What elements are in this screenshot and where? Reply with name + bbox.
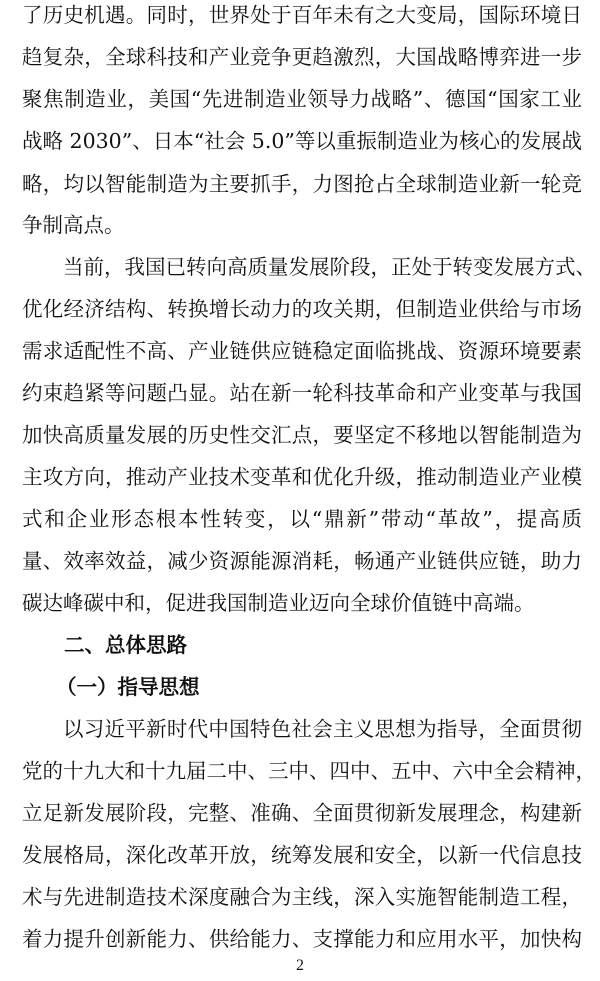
page-number: 2 bbox=[296, 957, 304, 974]
paragraph-line: 术与先进制造技术深度融合为主线，深入实施智能制造工程， bbox=[22, 885, 582, 909]
section-heading: 二、总体思路 bbox=[64, 633, 187, 657]
paragraph-line: 约束趋紧等问题凸显。站在新一轮科技革命和产业变革与我国 bbox=[22, 381, 582, 405]
paragraph-line: 主攻方向，推动产业技术变革和优化升级，推动制造业产业模 bbox=[22, 465, 582, 489]
paragraph-line: 立足新发展阶段，完整、准确、全面贯彻新发展理念，构建新 bbox=[22, 801, 582, 825]
paragraph-line: 了历史机遇。同时，世界处于百年未有之大变局，国际环境日 bbox=[22, 3, 582, 27]
paragraph-line: 量、效率效益，减少资源能源消耗，畅通产业链供应链，助力 bbox=[22, 549, 582, 573]
paragraph-line: 优化经济结构、转换增长动力的攻关期，但制造业供给与市场 bbox=[22, 297, 582, 321]
paragraph-line: 需求适配性不高、产业链供应链稳定面临挑战、资源环境要素 bbox=[22, 339, 582, 363]
paragraph-line: 党的十九大和十九届二中、三中、四中、五中、六中全会精神， bbox=[22, 759, 596, 783]
paragraph-line: 式和企业形态根本性转变，以“鼎新”带动“革故”，提高质 bbox=[22, 507, 582, 531]
paragraph-line: 碳达峰碳中和，促进我国制造业迈向全球价值链中高端。 bbox=[22, 591, 535, 615]
paragraph-line: 当前，我国已转向高质量发展阶段，正处于转变发展方式、 bbox=[63, 255, 596, 279]
paragraph-line: 争制高点。 bbox=[22, 213, 125, 237]
paragraph-line: 着力提升创新能力、供给能力、支撑能力和应用水平，加快构 bbox=[22, 927, 582, 951]
paragraph-line: 发展格局，深化改革开放，统筹发展和安全，以新一代信息技 bbox=[22, 843, 582, 867]
paragraph-line: 加快高质量发展的历史性交汇点，要坚定不移地以智能制造为 bbox=[22, 423, 582, 447]
paragraph-line: 战略 2030”、日本“社会 5.0”等以重振制造业为核心的发展战 bbox=[22, 129, 582, 153]
subsection-heading: （一）指导思想 bbox=[56, 675, 200, 699]
paragraph-line: 略，均以智能制造为主要抓手，力图抢占全球制造业新一轮竞 bbox=[22, 172, 582, 196]
paragraph-line: 以习近平新时代中国特色社会主义思想为指导，全面贯彻 bbox=[63, 717, 582, 741]
paragraph-line: 趋复杂，全球科技和产业竞争更趋激烈，大国战略博弈进一步 bbox=[22, 45, 582, 69]
paragraph-line: 聚焦制造业，美国“先进制造业领导力战略”、德国“国家工业 bbox=[22, 87, 582, 111]
